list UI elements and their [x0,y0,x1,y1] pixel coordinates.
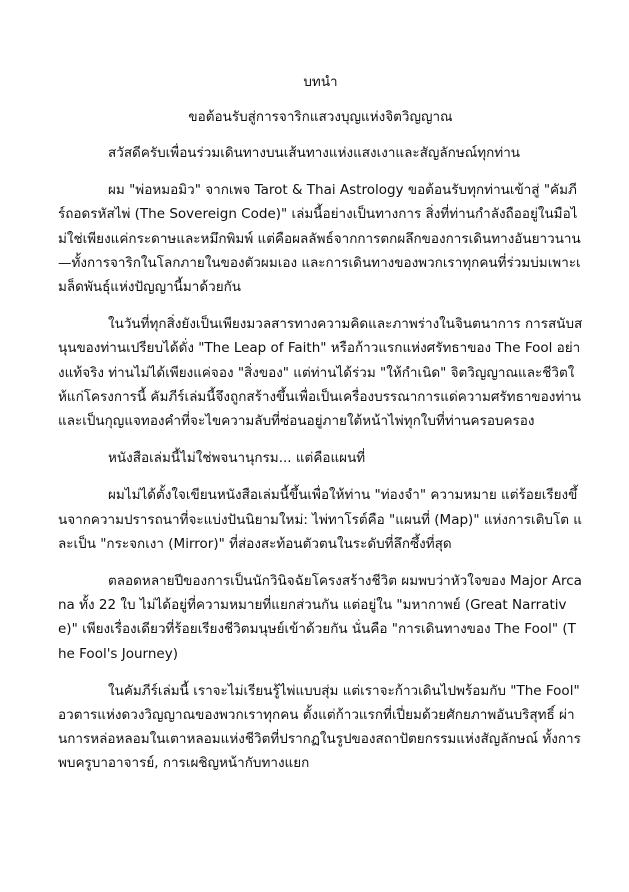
purpose-paragraph: ผมไม่ได้ตั้งใจเขียนหนังสือเล่มนี้ขึ้นเพื่อให้ท่าน "ท่องจำ" ความหมาย แต่ร้อยเรียงขึ้นจากความปรารถนาที่จะแบ่งปันนิยามใหม่: ไพ่ทาโรต์คือ "แผนที่ (Map)" แห่งการเติบโต และเป็น "กระจกเงา (Mirror)" ที่ส่องสะท้อนตัวตนในระดับที่ลึกซึ้งที่สุด [58,487,582,552]
greeting-paragraph: สวัสดีครับเพื่อนร่วมเดินทางบนเส้นทางแห่งแสงเงาและสัญลักษณ์ทุกท่าน [108,145,521,161]
major-arcana-paragraph: ตลอดหลายปีของการเป็นนักวินิจฉัยโครงสร้างชีวิต ผมพบว่าหัวใจของ Major Arcana ทั้ง 22 ใบ ไม่ได้อยู่ที่ความหมายที่แยกส่วนกัน แต่อยู่ใน "มหากาพย์ (Great Narrative)" เพียงเรื่องเดียวที่ร้อยเรียงชีวิตมนุษย์เข้าด้วยกัน นั่นคือ "การเดินทางของ The Fool" (The Fool's Journey) [58,573,582,662]
fool-journey-paragraph: ในคัมภีร์เล่มนี้ เราจะไม่เรียนรู้ไพ่แบบสุ่ม แต่เราจะก้าวเดินไปพร้อมกับ "The Fool" อวตารแห่งดวงวิญญาณของพวกเราทุกคน ตั้งแต่ก้าวแรกที่เปี่ยมด้วยศักยภาพอันบริสุทธิ์ ผ่านการหล่อหลอมในเตาหลอมแห่งชีวิตที่ปรากฏในรูปของสถาปัตยกรรมแห่งสัญลักษณ์ ทั้งการพบครูบาอาจารย์, การเผชิญหน้ากับทางแยก [58,682,581,772]
section-heading: หนังสือเล่มนี้ไม่ใช่พจนานุกรม... แต่คือแผนที่ [108,450,366,467]
page-title: บทนำ [303,74,338,90]
page-subtitle: ขอต้อนรับสู่การจาริกแสวงบุญแห่งจิตวิญญาณ [188,109,453,125]
support-paragraph: ในวันที่ทุกสิ่งยังเป็นเพียงมวลสารทางความคิดและภาพร่างในจินตนาการ การสนับสนุนของท่านเปรียบได้ดั่ง "The Leap of Faith" หรือก้าวแรกแห่งศรัทธาของ The Fool อย่างแท้จริง ท่านไม่ได้เพียงแค่จอง "สิ่งของ" แต่ท่านได้ร่วม "ให้กำเนิด" จิตวิญญาณและชีวิตให้แก่โครงการนี้ คัมภีร์เล่มนี้จึงถูกสร้างขึ้นเพื่อเป็นเครื่องบรรณาการแด่ความศรัทธาของท่าน และเป็นกุญแจทองคำที่จะไขความลับที่ซ่อนอยู่ภายใต้หน้าไพ่ทุกใบที่ท่านครอบครอง [58,316,583,430]
intro-paragraph: ผม "พ่อหมอมิว" จากเพจ Tarot & Thai Astrology ขอต้อนรับทุกท่านเข้าสู่ "คัมภีร์ถอดรหัสไพ่ (The Sovereign Code)" เล่มนี้อย่างเป็นทางการ สิ่งที่ท่านกำลังถืออยู่ในมือไม่ใช่เพียงแค่กระดาษและหมึกพิมพ์ แต่คือผลลัพธ์จากการตกผลึกของการเดินทางอันยาวนาน—ทั้งการจาริกในโลกภายในของตัวผมเอง และการเดินทางของพวกเราทุกคนที่ร่วมบ่มเพาะเมล็ดพันธุ์แห่งปัญญานี้มาด้วยกัน [58,182,581,296]
